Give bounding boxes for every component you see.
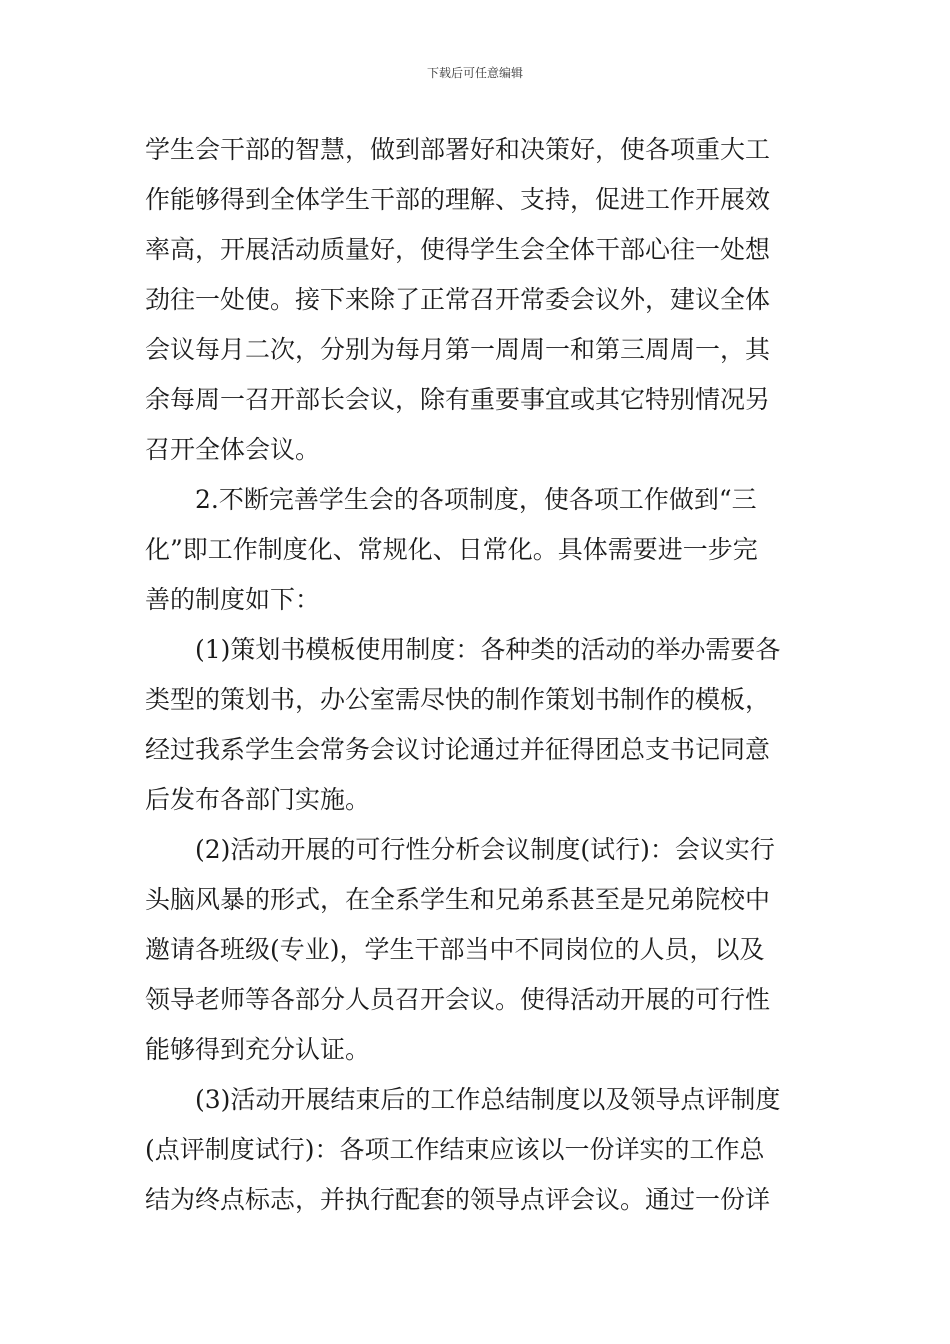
text-line: 会议每月二次，分别为每月第一周周一和第三周周一，其 (145, 335, 771, 364)
text-line: 学生会干部的智慧，做到部署好和决策好，使各项重大工 (145, 135, 771, 164)
text-line: (2)活动开展的可行性分析会议制度(试行)：会议实行 (145, 835, 775, 864)
text-line: 2.不断完善学生会的各项制度，使各项工作做到“三 (145, 485, 757, 514)
text-line: 召开全体会议。 (145, 435, 321, 464)
text-line: 化”即工作制度化、常规化、日常化。具体需要进一步完 (145, 535, 758, 564)
text-line: (3)活动开展结束后的工作总结制度以及领导点评制度 (145, 1085, 781, 1114)
text-line: (点评制度试行)：各项工作结束应该以一份详实的工作总 (145, 1135, 765, 1164)
document-body (145, 125, 805, 1225)
text-line: 后发布各部门实施。 (145, 785, 371, 814)
text-line: 领导老师等各部分人员召开会议。使得活动开展的可行性 (145, 985, 771, 1014)
page-header: 下载后可任意编辑 (426, 66, 523, 80)
text-line: 善的制度如下： (145, 585, 321, 614)
text-line: 邀请各班级(专业)，学生干部当中不同岗位的人员，以及 (145, 935, 765, 964)
text-line: 作能够得到全体学生干部的理解、支持，促进工作开展效 (145, 185, 771, 214)
text-line: 余每周一召开部长会议，除有重要事宜或其它特别情况另 (145, 385, 771, 414)
text-line: (1)策划书模板使用制度：各种类的活动的举办需要各 (145, 635, 781, 664)
text-line: 经过我系学生会常务会议讨论通过并征得团总支书记同意 (145, 735, 771, 764)
text-line: 类型的策划书，办公室需尽快的制作策划书制作的模板， (145, 685, 771, 714)
text-line: 头脑风暴的形式，在全系学生和兄弟系甚至是兄弟院校中 (145, 885, 771, 914)
text-line: 劲往一处使。接下来除了正常召开常委会议外，建议全体 (145, 285, 771, 314)
text-line: 率高，开展活动质量好，使得学生会全体干部心往一处想 (145, 235, 771, 264)
text-line: 能够得到充分认证。 (145, 1035, 371, 1064)
text-line: 结为终点标志，并执行配套的领导点评会议。通过一份详 (145, 1185, 771, 1214)
